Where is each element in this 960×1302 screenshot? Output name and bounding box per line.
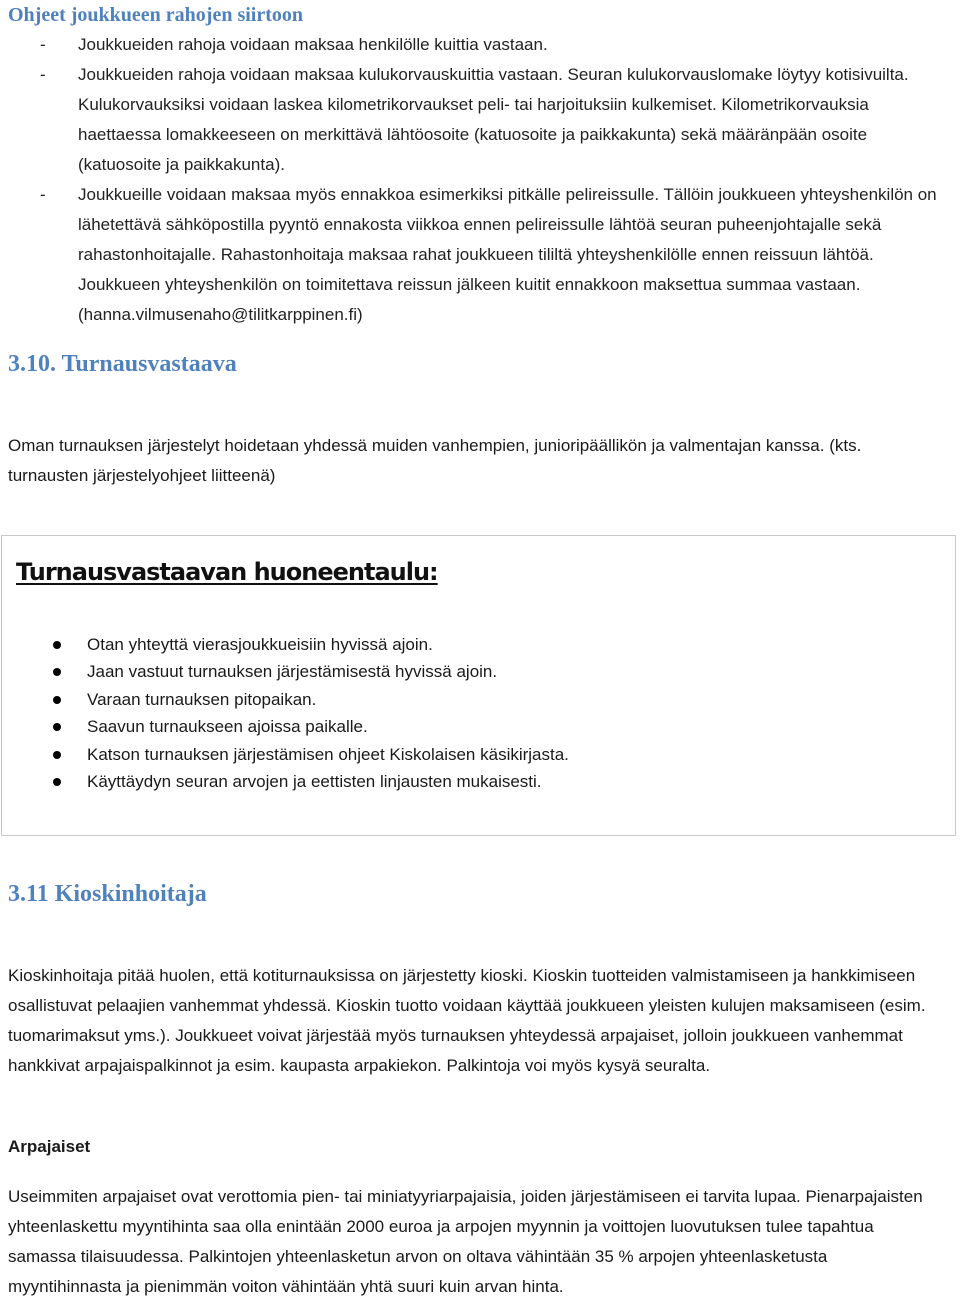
checklist-item	[2, 658, 569, 685]
checklist-item	[2, 741, 569, 768]
checklist-item	[2, 713, 569, 740]
section-paragraph: Kioskinhoitaja pitää huolen, että kotiturnauksissa on järjestetty kioski. Kioskin tuotteiden valmistamiseen ja hankkimiseen osallistuvat pelaajien vanhemmat yhdessä. Kioskin tuotto voidaan käyttää joukkueen yleisten kulujen maksamiseen (esim. tuomarimaksut yms.). Joukkueet voivat järjestää myös turnauksen yhteydessä arpajaiset, jolloin joukkueen vanhemmat hankkivat arpajaispalkinnot ja esim. kaupasta arpakiekon. Palkintoja voi myös kysyä seuralta.	[8, 966, 926, 1075]
section-heading-3-10	[8, 348, 237, 380]
list-item-text: Joukkueiden rahoja voidaan maksaa henkilölle kuittia vastaan.	[78, 35, 548, 54]
section-paragraph: Oman turnauksen järjestelyt hoidetaan yhdessä muiden vanhempien, junioripäällikön ja valmentajan kanssa. (kts. turnausten järjestelyohjeet liitteenä)	[8, 436, 862, 485]
checklist-item	[2, 768, 569, 795]
dash-marker: -	[40, 35, 46, 54]
checklist-title: Turnausvastaavan huoneentaulu:	[16, 558, 438, 586]
section-title: Turnausvastaava	[61, 351, 237, 377]
checklist-box	[1, 535, 956, 836]
checklist-item-text: Käyttäydyn seuran arvojen ja eettisten linjausten mukaisesti.	[87, 772, 542, 792]
checklist-item	[2, 686, 569, 713]
bullet-icon	[53, 696, 61, 704]
bullet-icon	[53, 751, 61, 759]
bullet-icon	[53, 641, 61, 649]
section-title: Kioskinhoitaja	[54, 881, 207, 907]
checklist-item-text: Otan yhteyttä vierasjoukkueisiin hyvissä ajoin.	[87, 635, 433, 654]
subheading-arpajaiset: Arpajaiset	[8, 1137, 91, 1156]
bullet-icon	[53, 668, 61, 676]
bullet-icon	[53, 723, 61, 731]
section-heading-money-transfer: Ohjeet joukkueen rahojen siirtoon	[8, 4, 303, 26]
arpajaiset-paragraph: Useimmiten arpajaiset ovat verottomia pien- tai miniatyyriarpajaisia, joiden järjestämiseen ei tarvita lupaa. Pienarpajaisten yhteenlaskettu myyntihinta saa olla enintään 2000 euroa ja arpojen myynnin ja voittojen luovutuksen tulee tapahtua samassa tilaisuudessa. Palkintojen yhteenlasketun arvon on oltava vähintään 35 % arpojen yhteenlasketusta myyntihinnasta ja pienimmän voiton vähintään yhtä suuri kuin arvan hinta.	[8, 1187, 923, 1296]
checklist-item-text: Saavun turnaukseen ajoissa paikalle.	[87, 717, 368, 737]
bullet-icon	[53, 778, 61, 786]
section-heading-3-11	[8, 878, 207, 910]
list-item-text: Joukkueiden rahoja voidaan maksaa kulukorvauskuittia vastaan. Seuran kulukorvauslomake löytyy kotisivuilta. Kulukorvauksiksi voidaan laskea kilometrikorvaukset peli- tai harjoituksiin kulkemiset. Kilometrikorvauksia haettaessa lomakkeeseen on merkittävä lähtöosoite (katuosoite ja paikkakunta) sekä määränpään osoite (katuosoite ja paikkakunta).	[78, 65, 909, 174]
section-number: 3.11	[8, 881, 49, 907]
checklist-item-text: Jaan vastuut turnauksen järjestämisestä hyvissä ajoin.	[87, 662, 498, 682]
list-item	[0, 60, 950, 180]
list-item	[0, 30, 950, 60]
checklist	[2, 631, 569, 795]
dash-marker: -	[40, 185, 46, 204]
checklist-item-text: Katson turnauksen järjestämisen ohjeet Kiskolaisen käsikirjasta.	[87, 744, 569, 764]
section-number: 3.10.	[8, 351, 56, 377]
list-item-text: Joukkueille voidaan maksaa myös ennakkoa esimerkiksi pitkälle pelireissulle. Tällöin joukkueen yhteyshenkilön on lähetettävä sähköpostilla pyyntö ennakosta viikkoa ennen pelireissulle lähtöä seuran puheenjohtajalle sekä rahastonhoitajalle. Rahastonhoitaja maksaa rahat joukkueen tililtä yhteyshenkilölle ennen reissuun lähtöä. Joukkueen yhteyshenkilön on toimitettava reissun jälkeen kuitit ennakkoon maksettua summaa vastaan. (hanna.vilmusenaho@tilitkarppinen.fi)	[78, 185, 937, 324]
list-item	[0, 180, 950, 330]
checklist-item-text: Varaan turnauksen pitopaikan.	[87, 689, 317, 709]
checklist-item	[2, 631, 569, 658]
money-transfer-list	[0, 30, 950, 330]
dash-marker: -	[40, 65, 46, 84]
